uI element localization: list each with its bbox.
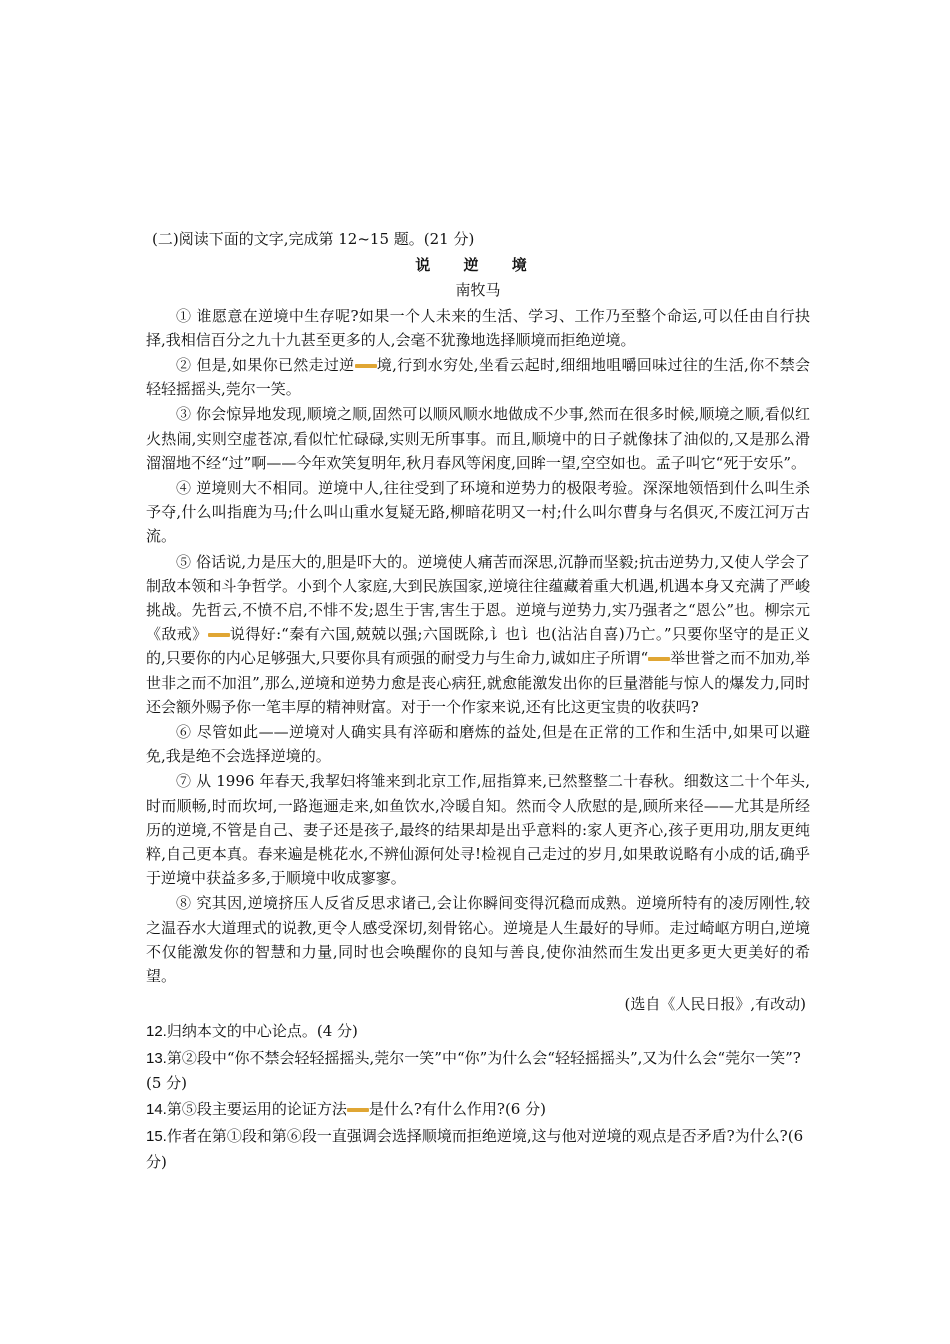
- question-13: 13.第②段中“你不禁会轻轻摇摇头,莞尔一笑”中“你”为什么会“轻轻摇摇头”,又为什么会“莞尔一笑”?(5 分): [146, 1048, 801, 1092]
- paragraph-2: ② 但是,如果你已然走过逆 境,行到水穷处,坐看云起时,细细地咀嚼回味过往的生活,你不禁会轻轻摇摇头,莞尔一笑。: [146, 356, 810, 399]
- question-14: 14.第⑤段主要运用的论证方法 是什么?有什么作用?(6 分): [146, 1100, 546, 1119]
- paragraph-5: ⑤ 俗话说,力是压大的,胆是吓大的。逆境使人痛苦而深思,沉静而坚毅;抗击逆势力,又使人学会了制敌本领和斗争哲学。小到个人家庭,大到民族国家,逆境往往蕴藏着重大机遇,机遇本身又充满了严峻挑战。先哲云,不愤不启,不悱不发;恩生于害,害生于恩。逆境与逆势力,实乃强者之“恩公”也。柳宗元《敌戒》 说得好:“秦有六国,兢兢以强;六国既除,讠也讠也(沾沾自喜)乃亡。”只要你坚守的是正义的,只要你的内心足够强大,只要你具有顽强的耐受力与生命力,诚如庄子所谓“ 举世誉之而不加劝,举世非之而不加沮”,那么,逆境和逆势力愈是丧心病狂,就愈能激发出你的巨量潜能与惊人的爆发力,同时还会额外赐予你一笔丰厚的精神财富。对于一个作家来说,还有比这更宝贵的收获吗?: [146, 552, 810, 716]
- highlight-mark: [347, 1108, 369, 1112]
- highlight-mark: [648, 657, 670, 661]
- question-12: 12.归纳本文的中心论点。(4 分): [146, 1021, 358, 1040]
- question-list: [146, 1019, 810, 1174]
- article-author: 南牧马: [455, 281, 501, 300]
- reading-section: [146, 227, 810, 1174]
- paragraph-7: ⑦ 从 1996 年春天,我挈妇将雏来到北京工作,屈指算来,已然整整二十春秋。细数这二十个年头,时而顺畅,时而坎坷,一路迤逦走来,如鱼饮水,冷暖自知。然而令人欣慰的是,顾所来径——尤其是所经历的逆境,不管是自己、妻子还是孩子,最终的结果却是出乎意料的:家人更齐心,孩子更用功,朋友更纯粹,自己更本真。春来遍是桃花水,不辨仙源何处寻!检视自己走过的岁月,如果敢说略有小成的话,确乎于逆境中获益多多,于顺境中收成寥寥。: [146, 772, 810, 888]
- highlight-mark: [208, 633, 230, 637]
- article-source: (选自《人民日报》,有改动): [624, 995, 806, 1014]
- article-title: 说 逆 境: [415, 256, 541, 275]
- paragraph-4: ④ 逆境则大不相同。逆境中人,往往受到了环境和逆势力的极限考验。深深地领悟到什么叫生杀予夺,什么叫指鹿为马;什么叫山重水复疑无路,柳暗花明又一村;什么叫尔曹身与名俱灭,不废江河万古流。: [146, 479, 810, 546]
- paragraph-6: ⑥ 尽管如此——逆境对人确实具有淬砺和磨炼的益处,但是在正常的工作和生活中,如果可以避免,我是绝不会选择逆境的。: [146, 723, 810, 766]
- question-15: 15.作者在第①段和第⑥段一直强调会选择顺境而拒绝逆境,这与他对逆境的观点是否矛盾?为什么?(6 分): [146, 1127, 804, 1171]
- highlight-mark: [355, 364, 377, 368]
- paragraph-3: ③ 你会惊异地发现,顺境之顺,固然可以顺风顺水地做成不少事,然而在很多时候,顺境之顺,看似红火热闹,实则空虚苍凉,看似忙忙碌碌,实则无所事事。而且,顺境中的日子就像抹了油似的,又是那么滑溜溜地不经“过”啊——今年欢笑复明年,秋月春风等闲度,回眸一望,空空如也。孟子叫它“死于安乐”。: [146, 405, 810, 472]
- paragraph-1: ① 谁愿意在逆境中生存呢?如果一个人未来的生活、学习、工作乃至整个命运,可以任由自行抉择,我相信百分之九十九甚至更多的人,会毫不犹豫地选择顺境而拒绝逆境。: [146, 306, 810, 349]
- section-intro: (二)阅读下面的文字,完成第 12~15 题。(21 分): [152, 230, 475, 248]
- article-body: [146, 304, 810, 989]
- paragraph-8: ⑧ 究其因,逆境挤压人反省反思求诸己,会让你瞬间变得沉稳而成熟。逆境所特有的凌厉刚性,较之温吞水大道理式的说教,更令人感受深切,刻骨铭心。逆境是人生最好的导师。走过崎岖方明白,逆境不仅能激发你的智慧和力量,同时也会唤醒你的良知与善良,使你油然而生发出更多更大更美好的希望。: [146, 894, 810, 986]
